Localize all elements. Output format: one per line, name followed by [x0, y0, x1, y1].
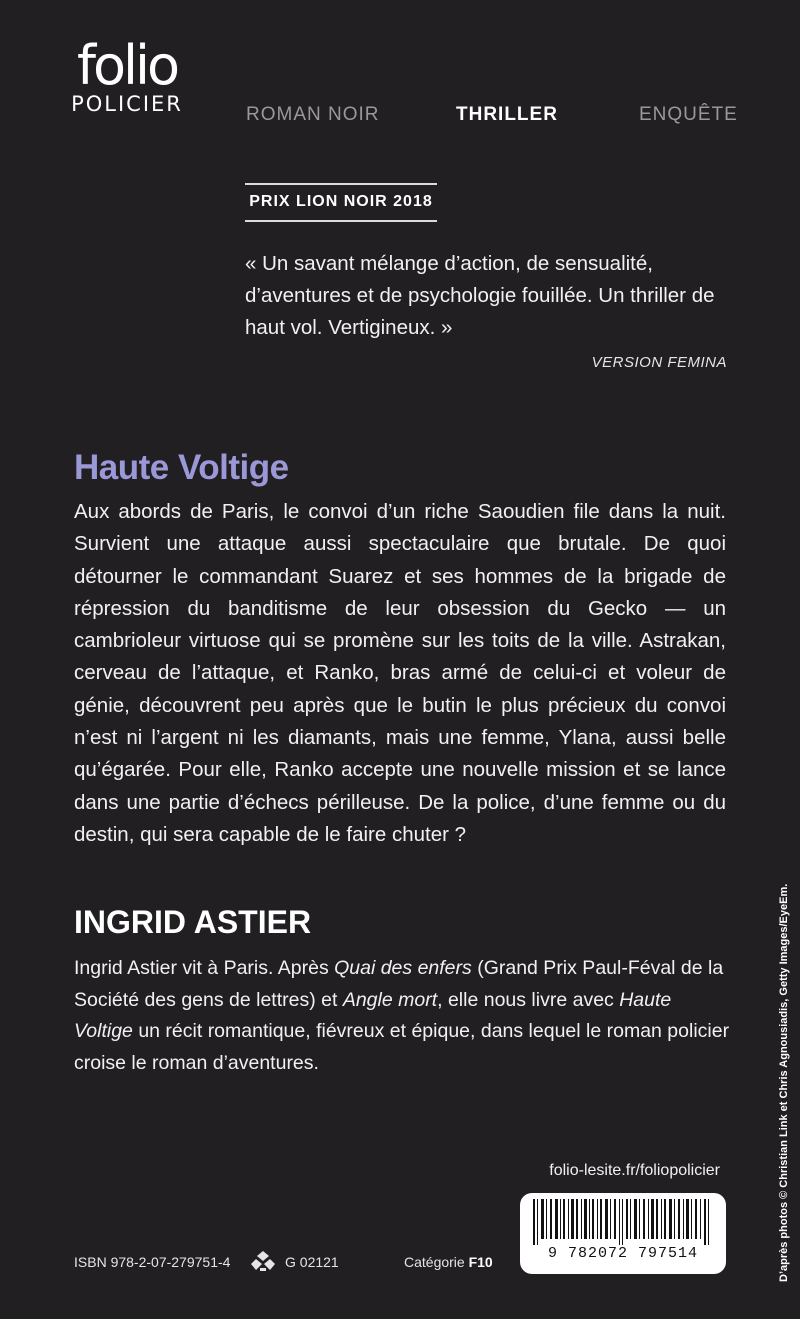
photo-credit: D’après photos © Christian Link et Chris Agnousiadis, Getty Images/EyeEm. — [778, 883, 790, 1282]
logo-word: folio — [76, 34, 178, 97]
bio-book-title: Angle mort — [342, 988, 438, 1011]
bio-text: (Grand Prix Paul-Féval de la Société des gens de lettres) et — [74, 957, 724, 1011]
logo-subtitle: POLICIER — [71, 92, 183, 116]
bio-text: un récit romantique, fiévreux et épique, dans lequel le roman policier croise le roman d’aventures. — [74, 1020, 730, 1074]
press-quote: « Un savant mélange d’action, de sensualité, d’aventures et de psychologie fouillée. Un thriller de haut vol. Vertigineux. » — [245, 252, 715, 339]
barcode-digits: 9 782072 797514 — [547, 1245, 699, 1262]
genre-roman-noir: ROMAN NOIR — [246, 104, 380, 125]
category-value: F10 — [468, 1254, 493, 1270]
bio-book-title: Haute Voltige — [74, 988, 672, 1042]
prize-label: PRIX LION NOIR 2018 — [245, 183, 437, 222]
author-bio — [74, 953, 734, 1079]
genre-thriller: THRILLER — [456, 104, 558, 125]
isbn: ISBN 978-2-07-279751-4 — [74, 1254, 231, 1270]
quote-source: VERSION FEMINA — [591, 354, 727, 371]
synopsis: Aux abords de Paris, le convoi d’un riche Saoudien file dans la nuit. Survient une attaque aussi spectaculaire que brutale. De quoi détourner le commandant Suarez et ses hommes de la brigade de répression du banditisme de leur obsession du Gecko — un cambrioleur virtuose qui se promène sur les toits de la ville. Astrakan, cerveau de l’attaque, et Ranko, bras armé de celui-ci et voleur de génie, découvrent peu après que le butin le plus précieux du convoi n’est ni l’argent ni les diamants, mais une femme, Ylana, aussi belle qu’égarée. Pour elle, Ranko accepte une nouvelle mission et se lance dans une partie d’échecs périlleuse. De la police, d’une femme ou du destin, qui sera capable de le faire chuter ? — [74, 500, 726, 846]
barcode — [520, 1193, 726, 1274]
folio-logo — [52, 34, 202, 116]
barcode-bars — [520, 1193, 726, 1245]
genre-enquete: ENQUÊTE — [639, 104, 738, 125]
book-title: Haute Voltige — [74, 448, 289, 487]
g-code: G 02121 — [285, 1254, 339, 1270]
publisher-emblem-icon — [251, 1250, 275, 1272]
author-name: INGRID ASTIER — [74, 904, 312, 940]
bio-text: , elle nous livre avec — [437, 988, 620, 1011]
bio-text: Ingrid Astier vit à Paris. Après — [74, 957, 335, 979]
bio-book-title: Quai des enfers — [334, 957, 472, 979]
category-label: Catégorie — [404, 1254, 465, 1270]
category — [404, 1254, 493, 1270]
website-link[interactable]: folio-lesite.fr/foliopolicier — [549, 1162, 720, 1179]
